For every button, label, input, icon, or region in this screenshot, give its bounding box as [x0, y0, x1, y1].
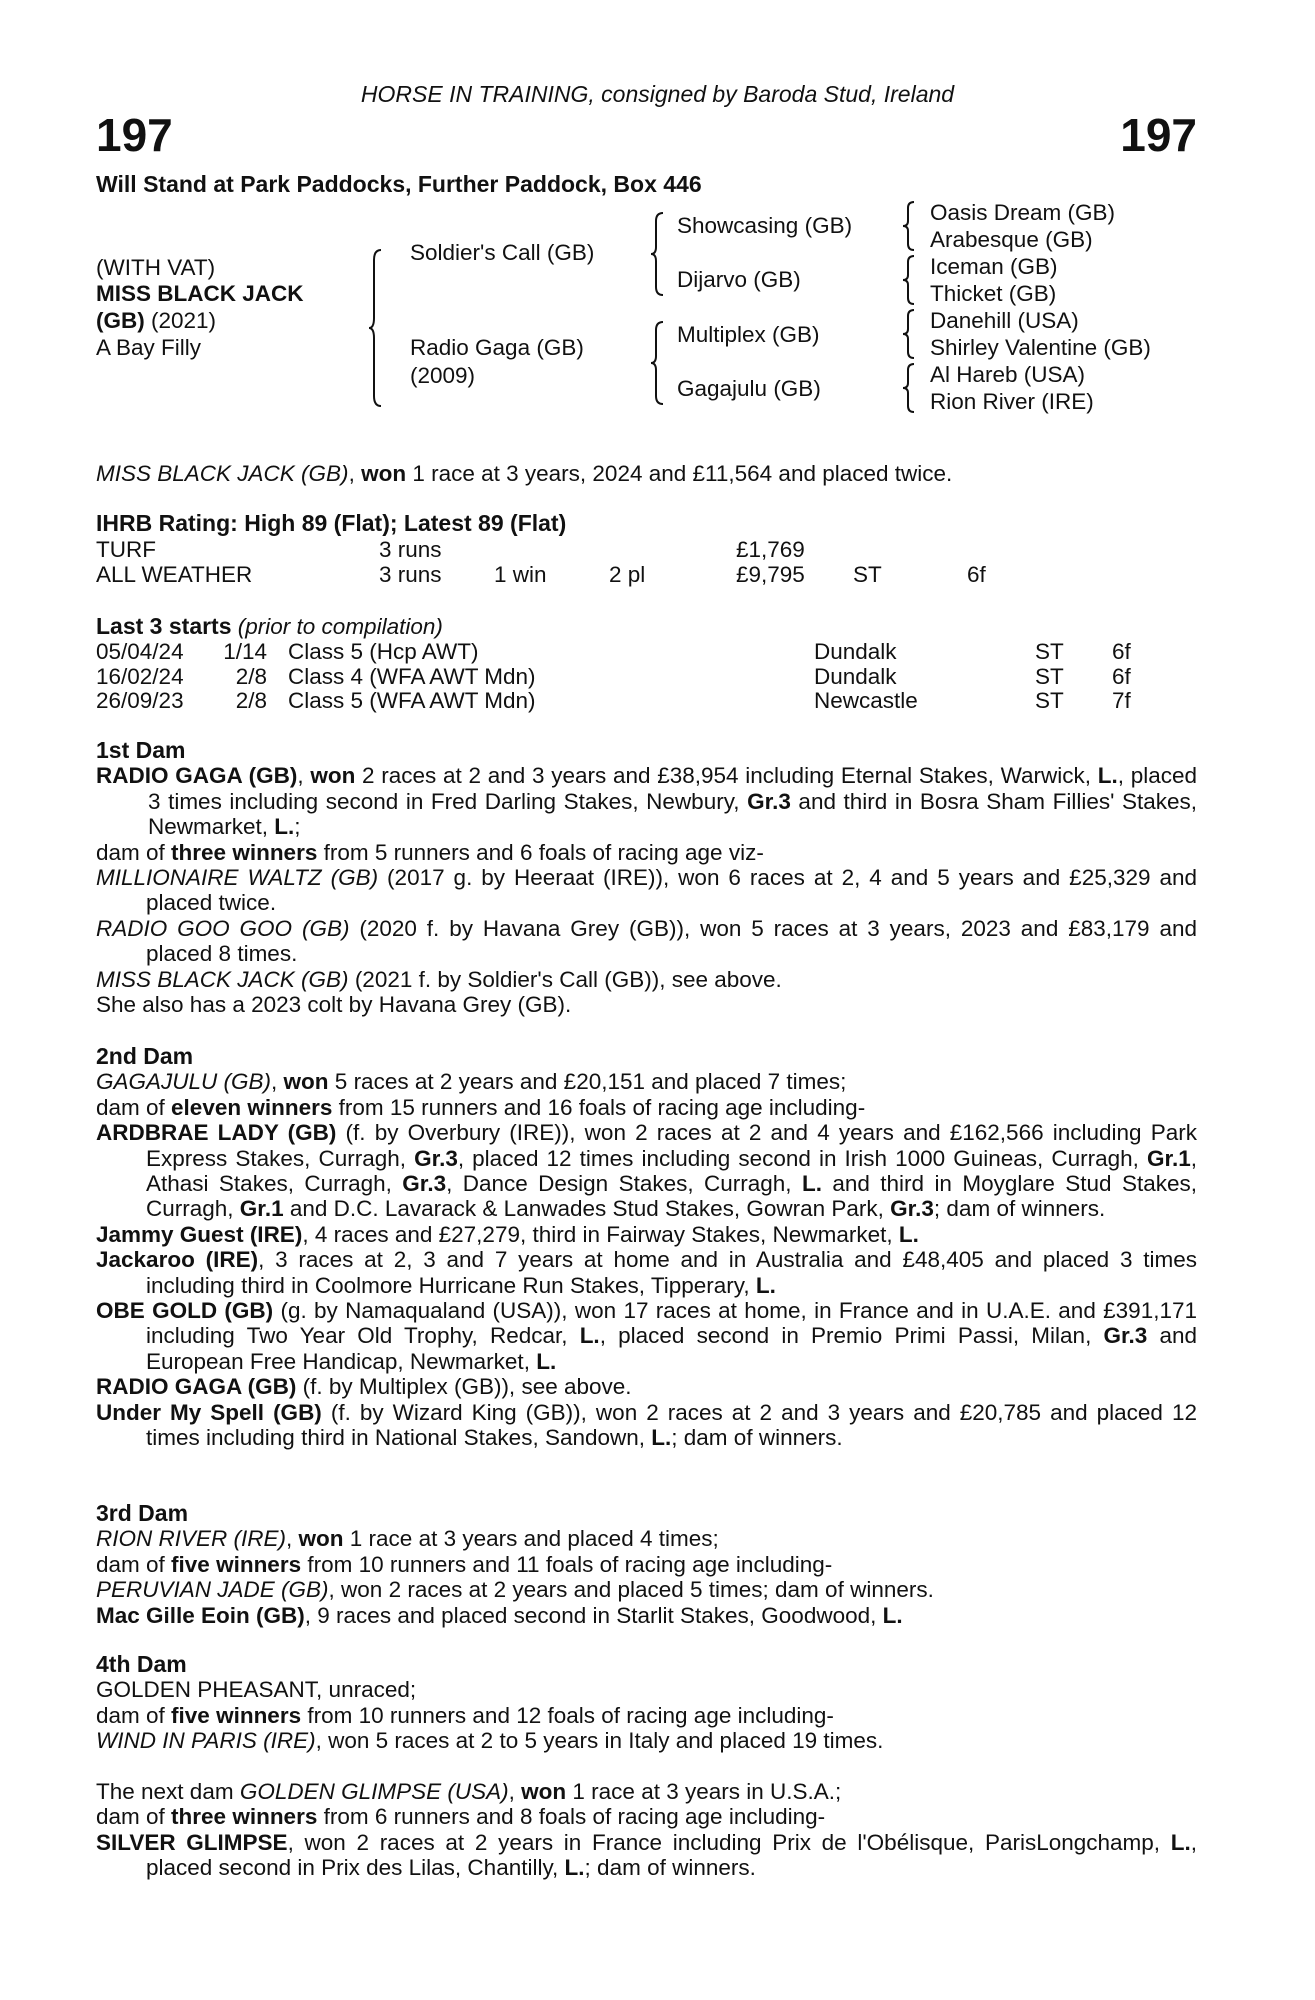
bold-text: RADIO GAGA (GB) — [96, 763, 298, 789]
rating-title: IHRB Rating: High 89 (Flat); Latest 89 (Flat) — [96, 510, 567, 536]
pedigree-paragraph — [96, 1552, 1197, 1577]
start-venue: Dundalk — [814, 663, 897, 689]
italic-name: MILLIONAIRE WALTZ (GB) — [96, 865, 379, 891]
bold-text: three winners — [171, 839, 318, 865]
bold-text: Gr.3 — [890, 1196, 934, 1222]
pedigree-paragraph — [96, 1526, 1197, 1551]
text: 1 race at 3 years, 2024 and £11,564 and placed twice. — [406, 461, 953, 486]
text: (f. by Wizard King (GB)), won 2 races at 2 and 3 years and £20,785 and placed 12 times including third in National Stakes, Sandown, — [146, 1399, 1197, 1451]
horse-origin: (GB) — [96, 308, 145, 333]
text: She also has a 2023 colt by Havana Grey (GB). — [96, 992, 572, 1018]
dam-dam: Gagajulu (GB) — [677, 376, 821, 401]
text: , 3 races at 2, 3 and 7 years at home and in Australia and £48,405 and placed 3 times including third in Coolmore Hurricane Run Stakes, Tipperary, — [146, 1247, 1197, 1298]
bold-text: Jackaroo (IRE) — [96, 1247, 259, 1273]
bold-text: L. — [1097, 763, 1118, 789]
pedigree-paragraph — [96, 1603, 1197, 1628]
race-summary — [96, 461, 1197, 486]
text: (f. by Overbury (IRE)), won 2 races at 2 and 4 years and £162,566 including Park Express Stakes, Curragh, — [146, 1120, 1197, 1171]
text: and third in Bosra Sham Fillies' Stakes, Newmarket, — [148, 788, 1197, 840]
start-race: Class 5 (WFA AWT Mdn) — [288, 688, 536, 714]
text: from 15 runners and 16 foals of racing age including- — [332, 1094, 866, 1120]
runs: 3 runs — [379, 537, 442, 562]
prize: £1,769 — [736, 537, 805, 562]
pedigree-paragraph — [96, 1374, 1197, 1399]
text: , placed 12 times including second in Irish 1000 Guineas, Curragh, — [457, 1145, 1147, 1171]
text: , placed second in Premio Primi Passi, Milan, — [599, 1323, 1104, 1349]
bold-text: Gr.3 — [747, 788, 791, 814]
bold-text: won — [283, 1069, 329, 1095]
wins: 1 win — [494, 562, 547, 587]
pedigree-paragraph — [96, 763, 1197, 839]
bold-text: ARDBRAE LADY (GB) — [96, 1120, 337, 1146]
bold-text: five winners — [171, 1702, 302, 1728]
pedigree-paragraph — [96, 1247, 1197, 1298]
pedigree-paragraph — [96, 840, 1197, 865]
text: 1 race at 3 years and placed 4 times; — [343, 1526, 719, 1552]
text: , — [271, 1069, 284, 1095]
start-race: Class 5 (Hcp AWT) — [288, 639, 479, 664]
bold-text: L. — [274, 814, 295, 840]
bold-text: L. — [801, 1171, 822, 1197]
start-row — [0, 664, 1315, 690]
pedigree-paragraph — [96, 1804, 1197, 1829]
bold-text: L. — [882, 1602, 903, 1628]
brace-sire — [650, 211, 666, 297]
horse-description: A Bay Filly — [96, 335, 202, 360]
text: 1 race at 3 years in U.S.A.; — [566, 1779, 842, 1804]
sire-dam: Dijarvo (GB) — [677, 267, 801, 292]
pedigree-paragraph — [96, 1120, 1197, 1222]
going: ST — [853, 562, 882, 587]
text: , — [297, 763, 311, 789]
pedigree-paragraph — [96, 1222, 1197, 1247]
bold-text: L. — [536, 1348, 557, 1374]
dam-year: (2009) — [410, 363, 476, 388]
start-venue: Newcastle — [814, 688, 918, 714]
rating-row — [0, 537, 1315, 563]
dam: Radio Gaga (GB) — [410, 335, 584, 360]
surface: ALL WEATHER — [96, 562, 253, 587]
text: , won 5 races at 2 to 5 years in Italy and placed 19 times. — [315, 1728, 884, 1754]
italic-name: MISS BLACK JACK (GB) — [96, 966, 349, 992]
pedigree-paragraph — [96, 1677, 1197, 1702]
brace-g3-3 — [902, 308, 916, 360]
bold-text: eleven winners — [171, 1094, 333, 1120]
text: , — [508, 1779, 522, 1804]
horse-name: MISS BLACK JACK — [96, 281, 304, 306]
text: (f. by Multiplex (GB)), see above. — [296, 1374, 632, 1400]
horse-year: (2021) — [151, 308, 217, 333]
prize: £9,795 — [736, 562, 805, 587]
catalogue-header: HORSE IN TRAINING, consigned by Baroda Stud, Ireland — [360, 81, 955, 107]
bold-text: L. — [1170, 1829, 1191, 1855]
stand-location: Will Stand at Park Paddocks, Further Paddock, Box 446 — [96, 171, 702, 197]
bold-text: Jammy Guest (IRE) — [96, 1221, 303, 1247]
text: dam of — [96, 1702, 172, 1728]
runs: 3 runs — [379, 562, 442, 587]
bold-text: three winners — [171, 1804, 318, 1830]
text: dam of — [96, 1094, 172, 1120]
start-race: Class 4 (WFA AWT Mdn) — [288, 663, 536, 689]
start-date: 26/09/23 — [96, 688, 184, 714]
text: , won 2 races at 2 years in France including Prix de l'Obélisque, ParisLongchamp, — [287, 1829, 1171, 1855]
bold-text: Mac Gille Eoin (GB) — [96, 1602, 305, 1628]
text: , won 2 races at 2 years and placed 5 times; dam of winners. — [328, 1577, 934, 1603]
bold-text: L. — [898, 1221, 919, 1247]
pedigree-paragraph — [96, 865, 1197, 916]
horse-origin-year — [96, 308, 216, 333]
pedigree-paragraph — [96, 1577, 1197, 1602]
start-row — [0, 639, 1315, 665]
text: , Athasi Stakes, Curragh, — [146, 1145, 1197, 1197]
start-dist: 7f — [1112, 688, 1131, 714]
section-heading: 4th Dam — [96, 1651, 187, 1677]
gen3-6: Shirley Valentine (GB) — [930, 335, 1151, 360]
pedigree-paragraph — [96, 1703, 1197, 1728]
bold-text: Gr.3 — [414, 1145, 458, 1171]
bold-text: OBE GOLD (GB) — [96, 1298, 274, 1324]
bold-text: L. — [755, 1272, 776, 1298]
last-starts-note: (prior to compilation) — [237, 614, 443, 639]
pedigree-paragraph — [96, 967, 1197, 992]
text: (2017 g. by Heeraat (IRE)), won 6 races at 2, 4 and 5 years and £25,329 and placed twice. — [146, 865, 1197, 916]
italic-name: GAGAJULU (GB) — [96, 1069, 272, 1095]
dam-section — [96, 1652, 1197, 1754]
last-starts-title — [96, 614, 443, 639]
text: from 10 runners and 12 foals of racing age including- — [301, 1702, 834, 1728]
start-going: ST — [1035, 688, 1064, 714]
section-heading: 2nd Dam — [96, 1043, 194, 1069]
text: , — [348, 461, 362, 486]
placed: 2 pl — [609, 562, 646, 587]
bold-text: RADIO GAGA (GB) — [96, 1374, 297, 1400]
surface: TURF — [96, 537, 156, 562]
text: from 6 runners and 8 foals of racing age including- — [317, 1804, 826, 1830]
bold-text: five winners — [171, 1551, 302, 1577]
text: , placed second in Prix des Lilas, Chantilly, — [146, 1829, 1198, 1881]
lot-number-right: 197 — [1120, 109, 1197, 161]
italic-name: RADIO GOO GOO (GB) — [96, 915, 350, 941]
gen3-8: Rion River (IRE) — [930, 389, 1094, 414]
text: dam of — [96, 839, 172, 865]
dam-section — [96, 1044, 1197, 1451]
gen3-3: Iceman (GB) — [930, 254, 1058, 279]
start-venue: Dundalk — [814, 639, 897, 664]
text: , 9 races and placed second in Starlit Stakes, Goodwood, — [304, 1602, 883, 1628]
gen3-4: Thicket (GB) — [930, 281, 1057, 306]
sire-sire: Showcasing (GB) — [677, 213, 853, 238]
start-going: ST — [1035, 663, 1064, 689]
bold-text: L. — [651, 1425, 672, 1451]
distance: 6f — [967, 562, 986, 587]
pedigree-paragraph — [96, 1779, 1197, 1804]
bold-text: L. — [564, 1855, 585, 1881]
pedigree-paragraph — [96, 992, 1197, 1017]
start-date: 16/02/24 — [96, 663, 184, 689]
italic-name: GOLDEN GLIMPSE (USA) — [239, 1779, 509, 1804]
bold-text: Gr.1 — [1146, 1145, 1191, 1171]
last-starts-heading: Last 3 starts — [96, 613, 232, 639]
italic-name: MISS BLACK JACK (GB) — [96, 461, 349, 486]
start-pos: 2/8 — [235, 688, 267, 714]
text: ; — [294, 814, 301, 840]
pedigree-paragraph — [96, 1728, 1197, 1753]
bold-text: Gr.3 — [1103, 1323, 1148, 1349]
pedigree-paragraph — [96, 1069, 1197, 1094]
italic-name: RION RIVER (IRE) — [96, 1526, 287, 1552]
pedigree-paragraph — [96, 1298, 1197, 1374]
brace-gen1 — [368, 248, 384, 408]
bold-text: Gr.1 — [239, 1196, 284, 1222]
bold-text: won — [298, 1526, 344, 1552]
bold-text: L. — [579, 1323, 600, 1349]
text: and third in Moyglare Stud Stakes, Curragh, — [146, 1171, 1197, 1222]
text: The next dam — [96, 1779, 240, 1804]
text: from 5 runners and 6 foals of racing age viz- — [317, 839, 764, 865]
italic-name: WIND IN PARIS (IRE) — [96, 1728, 316, 1754]
bold-text: won — [310, 763, 356, 789]
gen3-2: Arabesque (GB) — [930, 227, 1093, 252]
text: ; dam of winners. — [671, 1425, 843, 1451]
brace-g3-1 — [902, 200, 916, 252]
text: 5 races at 2 years and £20,151 and placed 7 times; — [328, 1069, 847, 1095]
start-going: ST — [1035, 639, 1064, 664]
brace-g3-4 — [902, 362, 916, 414]
pedigree-paragraph — [96, 1400, 1197, 1451]
text: and European Free Handicap, Newmarket, — [146, 1323, 1197, 1374]
text: GOLDEN PHEASANT, unraced; — [96, 1677, 417, 1703]
bold-text: Gr.3 — [402, 1171, 447, 1197]
start-pos: 2/8 — [235, 663, 267, 689]
section-heading: 1st Dam — [96, 737, 186, 763]
brace-g3-2 — [902, 254, 916, 306]
sire: Soldier's Call (GB) — [410, 240, 595, 265]
vat-note: (WITH VAT) — [96, 255, 216, 280]
dam-section — [96, 1501, 1197, 1628]
lot-number-left: 197 — [96, 109, 173, 161]
pedigree-paragraph — [96, 1095, 1197, 1120]
pedigree-paragraph — [96, 1830, 1197, 1881]
text: from 10 runners and 11 foals of racing age including- — [301, 1551, 833, 1577]
brace-dam — [650, 320, 666, 406]
text: ; dam of winners. — [933, 1196, 1106, 1222]
start-row — [0, 688, 1315, 714]
start-date: 05/04/24 — [96, 639, 184, 664]
rating-row — [0, 562, 1315, 588]
text: and D.C. Lavarack & Lanwades Stud Stakes, Gowran Park, — [283, 1196, 891, 1222]
section-heading: 3rd Dam — [96, 1500, 189, 1526]
text: (2021 f. by Soldier's Call (GB)), see above. — [348, 966, 782, 992]
gen3-5: Danehill (USA) — [930, 308, 1079, 333]
text: , placed 3 times including second in Fred Darling Stakes, Newbury, — [148, 763, 1197, 814]
pedigree-paragraph — [96, 916, 1197, 967]
start-pos: 1/14 — [223, 639, 267, 664]
text: dam of — [96, 1551, 172, 1577]
start-dist: 6f — [1112, 663, 1131, 689]
bold-text: Under My Spell (GB) — [96, 1399, 322, 1425]
text: (2020 f. by Havana Grey (GB)), won 5 races at 3 years, 2023 and £83,179 and placed 8 times. — [146, 915, 1197, 967]
text: , — [286, 1526, 299, 1552]
text: (g. by Namaqualand (USA)), won 17 races at home, in France and in U.A.E. and £391,171 including Two Year Old Trophy, Redcar, — [146, 1298, 1197, 1349]
text: , Dance Design Stakes, Curragh, — [446, 1171, 802, 1197]
italic-name: PERUVIAN JADE (GB) — [96, 1577, 329, 1603]
dam-section — [96, 738, 1197, 1017]
start-dist: 6f — [1112, 639, 1131, 664]
bold-text: SILVER GLIMPSE — [96, 1829, 288, 1855]
gen3-7: Al Hareb (USA) — [930, 362, 1086, 387]
bold-text: won — [361, 461, 407, 486]
dam-section — [96, 1779, 1197, 1881]
text: ; dam of winners. — [584, 1855, 756, 1881]
text: , 4 races and £27,279, third in Fairway Stakes, Newmarket, — [302, 1221, 899, 1247]
dam-sire: Multiplex (GB) — [677, 322, 820, 347]
gen3-1: Oasis Dream (GB) — [930, 200, 1116, 225]
bold-text: won — [521, 1779, 567, 1804]
text: dam of — [96, 1804, 172, 1830]
text: 2 races at 2 and 3 years and £38,954 including Eternal Stakes, Warwick, — [355, 763, 1098, 789]
